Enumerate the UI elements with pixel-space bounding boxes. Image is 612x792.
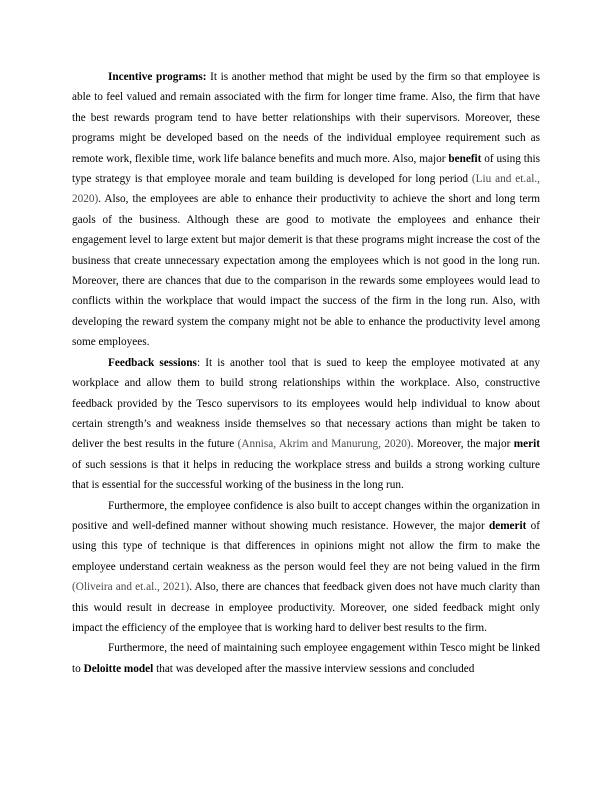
text: of using this type of technique is that differences in opinions might not allow the firm to make the employee understand certain weakness as the person would feel they are not being valued in the firm xyxy=(72,519,540,573)
bold-deloitte-model: Deloitte model xyxy=(83,662,154,675)
text: that was developed after the massive interview sessions and concluded xyxy=(153,662,475,675)
paragraph-deloitte-model xyxy=(72,638,540,679)
text: : It is another tool that is sued to keep the employee motivated at any workplace and allow them to build strong relationships within the workplace. Also, constructive feedback provided by the Tesco supervisors to its employees would help individual to know about certain strength’s and weakness inside themselves so that necessary actions than might be taken to deliver the best results in the future xyxy=(72,356,541,451)
bold-merit: merit xyxy=(513,438,540,451)
bold-demerit: demerit xyxy=(488,519,527,532)
citation: (Liu and et.al., 2020) xyxy=(72,173,540,206)
text: Furthermore, the need of maintaining such employee engagement within Tesco might be linked to xyxy=(72,642,540,675)
text: of such sessions is that it helps in reducing the workplace stress and builds a strong working culture that is essential for the successful working of the business in the long run. xyxy=(72,458,540,492)
citation: (Oliveira and et.al., 2021) xyxy=(72,581,190,594)
paragraph-incentive-programs xyxy=(72,67,540,353)
heading-feedback-sessions: Feedback sessions xyxy=(108,356,197,369)
text: . Also, the employees are able to enhance their productivity to achieve the short and long term gaols of the business. Although these are good to motivate the employees and enhance their engagement level to large extent but major demerit is that these programs might increase the cost of the business that create unnecessary expectation among the employees which is not good in the long run. Moreover, there are chances that due to the comparison in the rewards some employees would lead to conflicts within the workplace that would impact the success of the firm in the long run. Also, with developing the reward system the company might not be able to enhance the productivity level among some employees. xyxy=(72,193,540,349)
text: . Also, there are chances that feedback given does not have much clarity than this would result in decrease in employee productivity. Moreover, one sided feedback might only impact the efficiency of the employee that is working hard to deliver best results to the firm. xyxy=(72,581,540,634)
text: Furthermore, the employee confidence is also built to accept changes within the organization in positive and well-defined manner without showing much resistance. However, the major xyxy=(72,499,540,532)
text: . Moreover, the major xyxy=(410,438,514,451)
text: It is another method that might be used by the firm so that employee is able to feel valued and remain associated with the firm for longer time frame. Also, the firm that have the best rewards program tend to have better relationships with their supervisors. Moreover, these programs might be developed based on the needs of the individual employee requirement such as remote work, flexible time, work life balance benefits and much more. Also, major xyxy=(72,71,540,165)
paragraph-feedback-sessions xyxy=(72,353,540,496)
bold-benefit: benefit xyxy=(448,152,482,165)
document-page xyxy=(72,67,540,679)
citation: (Annisa, Akrim and Manurung, 2020) xyxy=(237,438,411,451)
text: of using this type strategy is that employee morale and team building is developed for long period xyxy=(72,152,540,186)
heading-incentive-programs: Incentive programs: xyxy=(108,71,207,83)
paragraph-employee-confidence xyxy=(72,496,540,639)
